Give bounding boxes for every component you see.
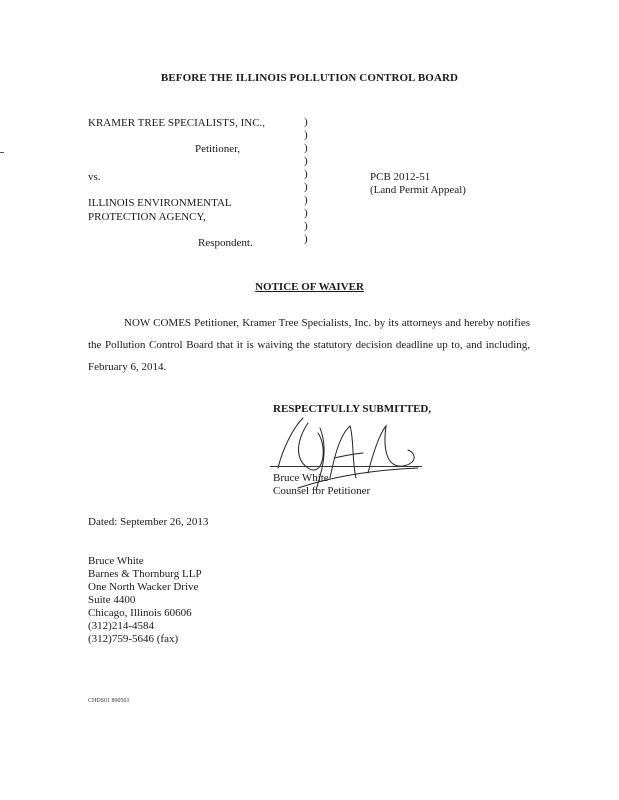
signer-title: Counsel for Petitioner xyxy=(273,485,371,497)
case-type: (Land Permit Appeal) xyxy=(370,184,466,196)
caption-paren: ) xyxy=(304,233,308,245)
scan-mark xyxy=(0,152,4,153)
caption-paren: ) xyxy=(304,142,308,154)
notice-body: NOW COMES Petitioner, Kramer Tree Specialists, Inc. by its attorneys and hereby notifies the Pollution Control Board that it is waiving the statutory decision deadline up to, and including, February 6, 2014. xyxy=(88,317,530,373)
document-title: BEFORE THE ILLINOIS POLLUTION CONTROL BOARD xyxy=(160,72,459,84)
contact-city: Chicago, Illinois 60606 xyxy=(88,607,192,619)
notice-heading: NOTICE OF WAIVER xyxy=(255,281,364,293)
contact-firm: Barnes & Thornburg LLP xyxy=(88,568,202,580)
document-id: CHDS01 890501 xyxy=(88,698,130,704)
petitioner-role: Petitioner, xyxy=(195,143,241,155)
petitioner-name: KRAMER TREE SPECIALISTS, INC., xyxy=(88,117,266,129)
respondent-role: Respondent. xyxy=(198,237,253,249)
contact-fax: (312)759-5646 (fax) xyxy=(88,633,179,645)
case-number: PCB 2012-51 xyxy=(370,171,431,183)
contact-phone: (312)214-4584 xyxy=(88,620,154,632)
respondent-name-line2: PROTECTION AGENCY, xyxy=(88,211,206,223)
caption-paren: ) xyxy=(304,207,308,219)
contact-name: Bruce White xyxy=(88,555,144,567)
signature-line xyxy=(270,466,422,467)
versus-label: vs. xyxy=(88,171,101,183)
respondent-name-line1: ILLINOIS ENVIRONMENTAL xyxy=(88,197,232,209)
caption-paren: ) xyxy=(304,194,308,206)
signer-name: Bruce White xyxy=(273,472,329,484)
caption-paren: ) xyxy=(304,181,308,193)
caption-paren: ) xyxy=(304,129,308,141)
caption-paren: ) xyxy=(304,220,308,232)
caption-paren: ) xyxy=(304,116,308,128)
date-line: Dated: September 26, 2013 xyxy=(88,516,209,528)
caption-paren: ) xyxy=(304,155,308,167)
closing-line: RESPECTFULLY SUBMITTED, xyxy=(273,403,432,415)
caption-paren: ) xyxy=(304,168,308,180)
contact-suite: Suite 4400 xyxy=(88,594,136,606)
contact-street: One North Wacker Drive xyxy=(88,581,199,593)
